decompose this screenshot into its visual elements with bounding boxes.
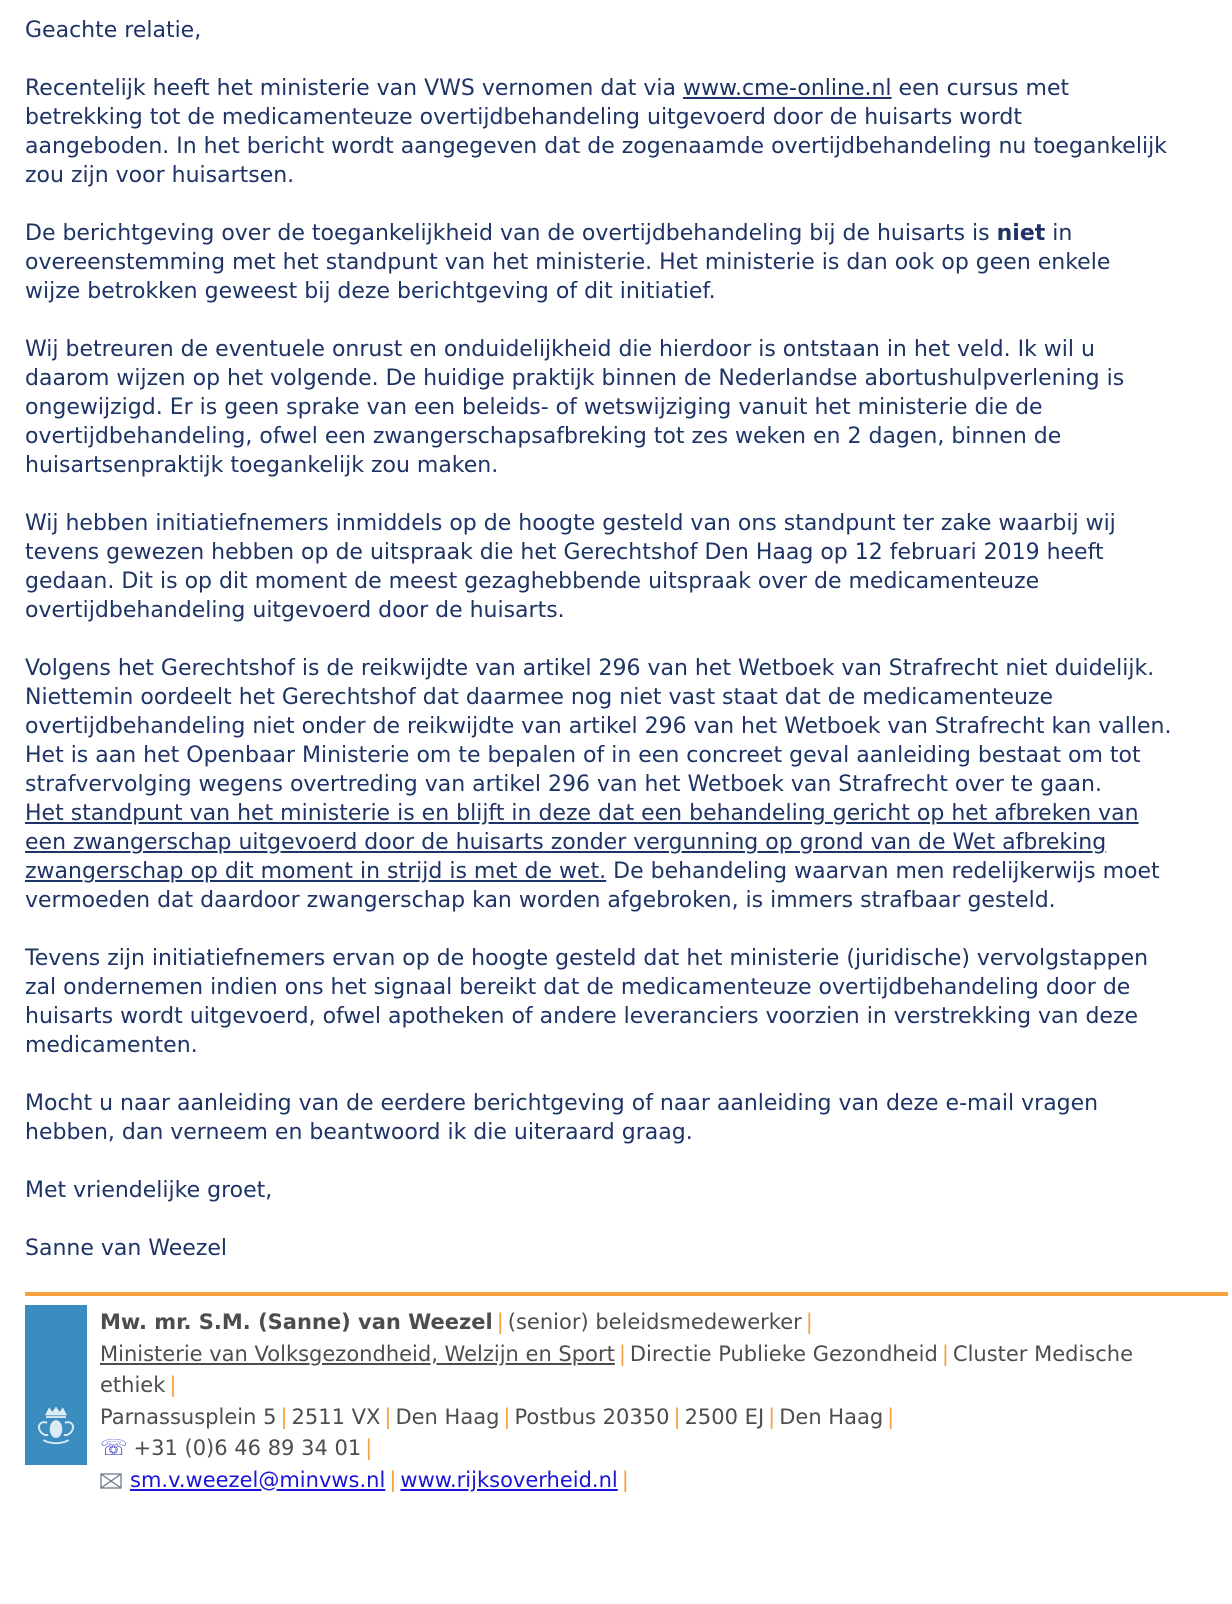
separator-pipe: | <box>503 1404 511 1429</box>
cme-online-link[interactable]: www.cme-online.nl <box>683 76 892 101</box>
paragraph-vragen: Mocht u naar aanleiding van de eerdere berichtgeving of naar aanleiding van deze e-mail vragen hebben, dan verneem en beantwoord ik die uiteraard graag. <box>25 1091 1099 1145</box>
separator-pipe: | <box>169 1373 177 1397</box>
paragraph-vervolgstappen: Tevens zijn initiatiefnemers ervan op de hoogte gesteld dat het ministerie (juridische) vervolgstappen zal ondernemen indien ons het signaal bereikt dat de medicamenteuze overtijdbehandeling door de huisarts wordt uitgevoerd, ofwel apotheken of andere leveranciers voorzien in verstrekking van deze medicamenten. <box>25 946 1149 1058</box>
email-link[interactable]: sm.v.weezel@minvws.nl <box>130 1467 386 1492</box>
separator-pipe: | <box>496 1310 504 1334</box>
address-street: Parnassusplein 5 <box>100 1404 277 1429</box>
rijksoverheid-logo <box>25 1305 87 1465</box>
separator-pipe: | <box>941 1341 949 1366</box>
paragraph-intro <box>25 74 1172 190</box>
signature-row-address <box>100 1402 1133 1434</box>
paragraph-betreuren: Wij betreuren de eventuele onrust en onduidelijkheid die hierdoor is ontstaan in het veld. Ik wil u daarom wijzen op het volgende. De huidige praktijk binnen de Nederlandse abortushulpverlening is ongewijzigd. Er is geen sprake van een beleids- of wetswijziging vanuit het ministerie die de overtijdbehandeling, ofwel een zwangerschapsafbreking tot zes weken en 2 dagen, binnen de huisartsenpraktijk toegankelijk zou maken. <box>25 337 1125 478</box>
separator-pipe: | <box>768 1404 776 1429</box>
paragraph-initiatiefnemers: Wij hebben initiatiefnemers inmiddels op de hoogte gesteld van ons standpunt ter zake waarbij wij tevens gewezen hebben op de uitspraak die het Gerechtshof Den Haag op 12 februari 2019 heeft gedaan. Dit is op dit moment de meest gezaghebbende uitspraak over de medicamenteuze overtijdbehandeling uitgevoerd door de huisarts. <box>25 511 1116 623</box>
signer-name: Sanne van Weezel <box>25 1236 228 1261</box>
signature-row-org <box>100 1339 1133 1402</box>
rijksoverheid-crest-icon <box>33 1405 79 1451</box>
gerechtshof-text-after: De behandeling waarvan men redelijkerwijs moet vermoeden dat daardoor zwangerschap kan worden afgebroken, is immers strafbaar gesteld. <box>25 859 1160 913</box>
intro-text-after: een cursus met betrekking tot de medicamenteuze overtijdbehandeling uitgevoerd door de huisarts wordt aangeboden. In het bericht wordt aangegeven dat de zogenaamde overtijdbehandeling nu toegankelijk zou zijn voor huisartsen. <box>25 76 1167 188</box>
separator-pipe: | <box>389 1467 397 1492</box>
signature-text <box>100 1305 1133 1496</box>
website-link[interactable]: www.rijksoverheid.nl <box>400 1467 618 1492</box>
gerechtshof-underlined-standpunt: Het standpunt van het ministerie is en blijft in deze dat een behandeling gericht op het afbreken van een zwangerschap uitgevoerd door de huisarts zonder vergunning op grond van de Wet afbreking zwangerschap op dit moment in strijd is met de wet. <box>25 801 1139 884</box>
signature-directorate: Directie Publieke Gezondheid <box>629 1341 938 1366</box>
signature-cluster-line2: ethiek <box>100 1373 166 1397</box>
salutation: Geachte relatie, <box>25 18 202 43</box>
separator-pipe: | <box>618 1341 626 1366</box>
separator-pipe: | <box>673 1404 681 1429</box>
signature-role: (senior) beleidsmedewerker <box>507 1310 802 1334</box>
separator-pipe: | <box>280 1404 288 1429</box>
intro-text-before: Recentelijk heeft het ministerie van VWS vernomen dat via <box>25 76 684 101</box>
signature-row-links <box>100 1465 1133 1497</box>
signature-cluster-line1: Cluster Medische <box>952 1341 1134 1366</box>
berichtgeving-bold-niet: niet <box>996 221 1046 246</box>
closing: Met vriendelijke groet, <box>25 1178 273 1203</box>
berichtgeving-text-before: De berichtgeving over de toegankelijkheid van de overtijdbehandeling bij de huisarts is <box>25 221 997 246</box>
paragraph-berichtgeving <box>25 219 1172 306</box>
address-postcode: 2511 VX <box>291 1404 381 1429</box>
signature-divider <box>25 1292 1228 1296</box>
gerechtshof-text-main: Volgens het Gerechtshof is de reikwijdte van artikel 296 van het Wetboek van Strafrecht niet duidelijk. Niettemin oordeelt het Gerechtshof dat daarmee nog niet vast staat dat de medicamenteuze overtijdbehandeling niet onder de reikwijdte van artikel 296 van het Wetboek van Strafrecht kan vallen. Het is aan het Openbaar Ministerie om te bepalen of in een concreet geval aanleiding bestaat om tot strafvervolging wegens overtreding van artikel 296 van het Wetboek van Strafrecht over te gaan. <box>25 656 1172 797</box>
signature-row-phone <box>100 1433 1133 1465</box>
address-postbus-city: Den Haag <box>779 1404 884 1429</box>
phone-icon: ☏ <box>100 1436 128 1461</box>
signature-row-name <box>100 1307 1133 1339</box>
envelope-icon <box>100 1473 122 1489</box>
separator-pipe: | <box>805 1310 813 1334</box>
signature-phone-number: +31 (0)6 46 89 34 01 <box>133 1436 362 1460</box>
berichtgeving-text-after: in overeenstemming met het standpunt van het ministerie. Het ministerie is dan ook op geen enkele wijze betrokken geweest bij deze berichtgeving of dit initiatief. <box>25 221 1111 304</box>
address-postbus: Postbus 20350 <box>514 1404 670 1429</box>
paragraph-gerechtshof <box>25 654 1172 915</box>
ministry-link[interactable]: Ministerie van Volksgezondheid, Welzijn en Sport <box>100 1341 615 1366</box>
address-postbus-code: 2500 EJ <box>684 1404 765 1429</box>
separator-pipe: | <box>621 1467 629 1492</box>
separator-pipe: | <box>365 1436 373 1460</box>
separator-pipe: | <box>384 1404 392 1429</box>
address-city: Den Haag <box>395 1404 500 1429</box>
signature-fullname: Mw. mr. S.M. (Sanne) van Weezel <box>100 1310 493 1334</box>
separator-pipe: | <box>887 1404 895 1429</box>
signature-block <box>25 1305 1222 1496</box>
